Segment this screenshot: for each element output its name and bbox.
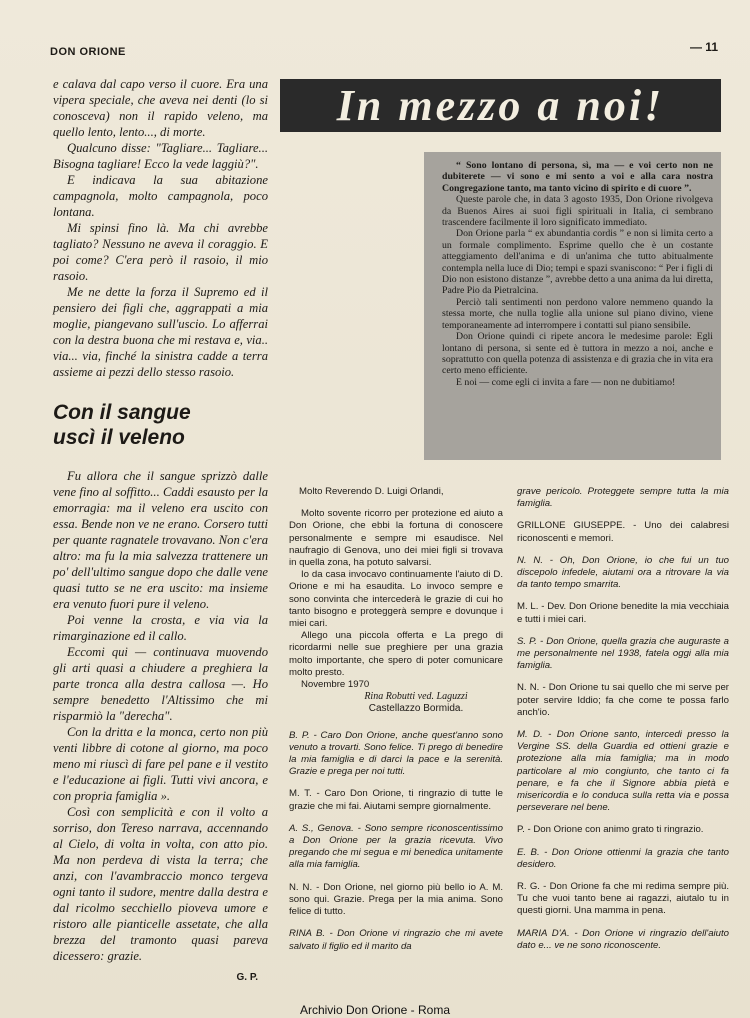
section-title-line: uscì il veleno <box>53 426 185 449</box>
story-column <box>53 76 268 986</box>
letter-paragraph: Io da casa invocavo continuamente l'aiuto di D. Orione e mi ha esaudita. Lo invoco sempre e sono convinta che intercederà le grazie di cui ho tanto bisogno e proteggerà sempre e dovunque i miei cari. <box>289 569 503 630</box>
page-number: — 11 <box>689 40 718 54</box>
testimony-item: S. P. - Don Orione, quella grazia che auguraste a me personalmente nel 1938, fatela oggi alla mia famiglia. <box>517 635 729 672</box>
section-title-line: Con il sangue <box>53 401 191 424</box>
testimony-item: M. L. - Dev. Don Orione benedite la mia vecchiaia e tutti i miei cari. <box>517 601 729 625</box>
author-signature: G. P. <box>236 972 258 983</box>
story-paragraph: e calava dal capo verso il cuore. Era una vipera speciale, che aveva nei denti (lo si conosceva) non il rapido veleno, ma quello lento, lento..., di morte. <box>53 77 268 139</box>
testimony-item: RINA B. - Don Orione vi ringrazio che mi avete salvato il figlio ed il marito da <box>289 928 503 952</box>
testimony-item: P. - Don Orione con animo grato ti ringrazio. <box>517 824 704 836</box>
story-paragraph: E indicava la sua abitazione campagnola, molto campagnola, poco lontana. <box>53 173 268 219</box>
quote-paragraph: Queste parole che, in data 3 agosto 1935, Don Orione rivolgeva da Buenos Aires ai suoi figli spirituali in Italia, ci sembrano trascendere facilmente il loro significato immediato. <box>442 194 713 229</box>
letters-column-right <box>517 486 729 962</box>
section-title <box>53 400 268 450</box>
quote-paragraph: E noi — come egli ci invita a fare — non ne dubitiamo! <box>456 376 676 388</box>
testimony-item: M. D. - Don Orione santo, intercedi presso la Vergine SS. della Guardia ed ottieni grazie e protezione alla mia famiglia; ma in modo particolare al mio congiunto, che tanto ci fa penare, e fa che il Signore abbia pietà e misericordia e lo conduca sulla retta via e possa perseverare nel bene. <box>517 729 729 814</box>
testimony-item: B. P. - Caro Don Orione, anche quest'anno sono venuto a trovarti. Sono felice. Ti prego di benedire la mia famiglia e di darci la pace e la serenità. Grazie e prega per noi tutti. <box>289 729 503 778</box>
letter-signer: Rina Robutti ved. Laguzzi <box>364 691 468 703</box>
story-paragraph: Me ne dette la forza il Supremo ed il pensiero dei figli che, aggrappati a mia moglie, piangevano sull'uscio. Lo afferrai con la destra buona che mi restava e, via.. via... via, finché la sinistra cadde a terra assieme ai pezzi dello stesso rasoio. <box>53 285 268 379</box>
testimony-item: A. S., Genova. - Sono sempre riconoscentissimo a Don Orione per la grazia ricevuta. Vivo pregando che mi segua e mi benedica unitamente alla mia famiglia. <box>289 822 503 871</box>
testimony-item: M. T. - Caro Don Orione, ti ringrazio di tutte le grazie che mi fai. Aiutami sempre giornalmente. <box>289 788 503 812</box>
magazine-name: DON ORIONE <box>50 46 126 58</box>
quote-lead: “ Sono lontano di persona, sì, ma — e voi certo non ne dubiterete — vi sono e mi sento a voi e alla cara nostra Congregazione tanto, ma tanto vicino di spirito e di cuore ”. <box>442 160 713 194</box>
testimony-item: MARIA D'A. - Don Orione vi ringrazio dell'aiuto dato e... ve ne sono riconoscente. <box>517 927 729 951</box>
story-paragraph: Con la dritta e la monca, certo non più venti libbre di cotone al giorno, ma poco meno mi riuscì di fare pel pane e il vestito e l'educazione ai figli. Tutti vivi ancora, e con propria famiglia ». <box>53 725 268 803</box>
testimony-item: N. N. - Don Orione, nel giorno più bello io A. M. sono qui. Grazie. Prega per la mia anima. Sono felice di tutto. <box>289 881 503 918</box>
letter-paragraph: Allego una piccola offerta e La prego di ricordarmi nelle sue preghiere per una grazia molto importante, che spero di poter comunicare molto presto. <box>289 630 503 678</box>
testimony-item: E. B. - Don Orione ottienmi la grazia che tanto desidero. <box>517 846 729 870</box>
testimony-item: R. G. - Don Orione fa che mi redima sempre più. Tu che vuoi tanto bene ai ragazzi, aiutalo tu in questi giorni. Una mamma in pena. <box>517 881 729 917</box>
quote-paragraph: Don Orione quindi ci ripete ancora le medesime parole: Egli lontano di persona, si sente ed è tuttora in mezzo a noi, anche e soprattutto con quella potenza di assistenza e di grazia che in vita era certo meno efficiente. <box>442 331 713 377</box>
story-paragraph: Qualcuno disse: "Tagliare... Tagliare... Bisogna tagliare! Ecco la vede laggiù?". <box>53 141 268 171</box>
section-banner: In mezzo a noi! <box>280 79 721 132</box>
testimony-item: N. N. - Don Orione tu sai quello che mi serve per poter servire Iddio; fa che come te possa farlo anch'io. <box>517 682 729 718</box>
testimony-item: grave pericolo. Proteggete sempre tutta la mia famiglia. <box>517 486 729 510</box>
testimony-item: GRILLONE GIUSEPPE. - Uno dei calabresi riconoscenti e memori. <box>517 520 729 544</box>
testimony-list <box>517 486 729 952</box>
story-paragraph: Eccomi qui — continuava muovendo gli arti quasi a chiudere a preghiera la parte tronca alla destra callosa —. Ho sempre benedetto l'Altissimo che mi risparmiò la "derecha". <box>53 645 268 723</box>
testimony-list <box>289 730 503 953</box>
letter-salutation: Molto Reverendo D. Luigi Orlandi, <box>299 486 444 497</box>
story-paragraph: Poi venne la crosta, e via via la rimarginazione ed il callo. <box>53 613 268 643</box>
letter-date: Novembre 1970 <box>301 679 370 691</box>
letters-column-middle <box>289 486 503 963</box>
quote-box <box>424 152 721 460</box>
letter-paragraph: Molto sovente ricorro per protezione ed aiuto a Don Orione, che ebbi la fortuna di conoscere personalmente e sempre mi esaudisce. Nel naufragio di Genova, uno dei miei figli si trovava in quella zona, ha potuto salvarsi. <box>289 508 503 569</box>
archive-credit: Archivio Don Orione - Roma <box>299 1003 451 1017</box>
letter-place: Castellazzo Bormida. <box>368 703 464 715</box>
testimony-item: N. N. - Oh, Don Orione, io che fui un tuo discepolo infedele, aiutami ora a ritrovare la via da tanto tempo smarrita. <box>517 554 729 591</box>
quote-paragraph: Perciò tali sentimenti non perdono valore nemmeno quando la stessa morte, che nulla toglie alla unione sul piano divino, viene temporaneamente ad interrompere i contatti sul piano sensibile. <box>442 296 713 331</box>
story-paragraph: Così con semplicità e con il volto a sorriso, don Tereso narrava, accennando al Cielo, di volta in volta, con atto pio. Ma non perdeva di vista la terra; che anzi, con l'avambraccio monco tergeva ogni tanto il sudore, mentre dalla destra e dal ricolmo secchiello pioveva umore e ristoro alle pianticelle assetate, che alla brezza del tramonto quasi pareva dicessero: grazie. <box>53 805 268 963</box>
story-paragraph: Mi spinsi fino là. Ma chi avrebbe tagliato? Nessuno ne aveva il coraggio. E poi come? C'era però il rasoio, il mio rasoio. <box>53 221 268 283</box>
quote-paragraph: Don Orione parla “ ex abundantia cordis ” e non si limita certo a un formale complimento. Esprime quello che è un costante atteggiamento dell'anima e di un'anima che tutto abitualmente contempla nella luce di Dio; tempi e spazi svaniscono: “ Per i figli di Dio non esistono distanze ”, avrebbe detto a una anima da lui diretta, Padre Pio da Pietralcina. <box>442 228 713 297</box>
story-paragraph: Fu allora che il sangue sprizzò dalle vene fino al soffitto... Caddi esausto per la emorragia: ma il veleno era uscito con essa. Bende non ve ne erano. Corsero tutti per quante ragnatele trovavano. Non c'era altro: ma fu la mia salvezza trattenere un po' dell'ultimo sangue dopo che dalle vene quasi tutto se ne era uscito: ma insieme era venuto fuori pure il veleno. <box>53 469 268 611</box>
